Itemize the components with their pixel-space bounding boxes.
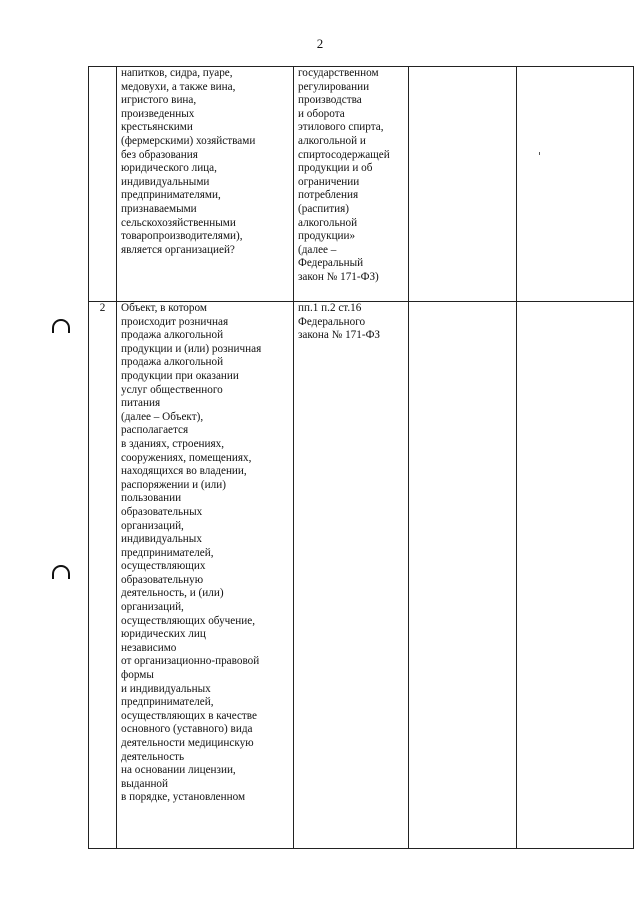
question-text-line: пользовании [121,492,182,505]
reference-text-line: потребления [298,189,359,202]
reference-text-line: спиртосодержащей [298,148,390,161]
question-text-line: (фермерскими) хозяйствами [121,134,256,147]
question-text-line: осуществляющих обучение, [121,614,255,627]
notes-cell [517,67,634,302]
question-text-line: предпринимателей, [121,546,214,559]
question-text-line: сооружениях, помещениях, [121,451,252,464]
reference-text-line: алкогольной [298,216,358,229]
answer-cell [409,67,517,302]
question-text-line: является организацией? [121,243,235,256]
reference-text-line: (далее – [298,243,337,256]
question-text-line: независимо [121,641,177,654]
question-text-line: продажа алкогольной [121,329,224,342]
table-row [89,302,634,849]
question-text-line: находящихся во владении, [121,465,247,478]
question-text-line: медовухи, а также вина, [121,80,236,93]
question-text-line: в зданиях, строениях, [121,437,225,450]
question-text-line: на основании лицензии, [121,764,236,777]
answer-cell [409,302,517,849]
question-text-line: индивидуальными [121,175,210,188]
question-text-line: игристого вина, [121,94,197,107]
question-cell [117,67,294,302]
question-text-line: в порядке, установленном [121,791,246,804]
reference-text-line: закон № 171-ФЗ) [298,270,379,283]
row-number-cell [89,67,117,302]
question-text-line: и индивидуальных [121,682,211,695]
question-text-line: деятельности медицинскую [121,737,254,749]
binder-hole-mark [52,319,70,333]
question-text-line: образовательных [121,505,203,518]
scan-speck [539,152,540,155]
question-text-line: выданной [121,777,169,790]
question-text-line: продукции при оказании [121,369,239,382]
question-text-line: питания [121,397,161,410]
notes-cell [517,302,634,849]
question-text-line: предпринимателями, [121,189,221,202]
question-text-line: Объект, в котором [121,302,207,314]
reference-text-line: этилового спирта, [298,121,384,134]
question-text-line: юридического лица, [121,162,217,175]
checklist-table [88,66,634,849]
question-text-line: осуществляющих [121,560,206,573]
question-cell [117,302,294,849]
reference-text-line: Федерального [298,315,366,328]
question-text-line: юридических лиц [121,628,206,641]
question-text-line: произведенных [121,107,195,120]
question-text-line: осуществляющих в качестве [121,709,257,722]
question-text-line: индивидуальных [121,533,202,546]
question-text-line: формы [121,669,154,682]
reference-text-line: продукции» [298,230,356,243]
reference-text-line: государственном [298,67,379,79]
question-text-line: происходит розничная [121,315,229,328]
reference-cell [294,67,409,302]
question-text-line: сельскохозяйственными [121,216,236,229]
question-text-line: от организационно-правовой [121,655,260,668]
question-text-line: продукции и (или) розничная [121,342,262,355]
question-text-line: предпринимателей, [121,696,214,709]
reference-text-line: (распития) [298,202,349,215]
reference-text-line: регулировании [298,80,370,93]
reference-text-line: закона № 171-ФЗ [298,329,381,342]
question-text-line: крестьянскими [121,121,193,134]
reference-text-line: алкогольной и [298,134,366,147]
row-number-cell: 2 [89,302,117,849]
page-number: 2 [316,36,324,51]
question-text-line: (далее – Объект), [121,410,204,423]
question-text-line: распоряжении и (или) [121,478,226,491]
reference-text-line: ограничении [298,175,360,188]
question-text-line: продажа алкогольной [121,356,224,369]
reference-text-line: и оборота [298,107,345,120]
question-text-line: располагается [121,424,189,437]
question-text-line: организаций, [121,601,184,614]
reference-cell [294,302,409,849]
reference-text-line: продукции и об [298,162,373,175]
reference-text-line: производства [298,94,362,107]
question-text-line: основного (уставного) вида [121,723,253,736]
question-text-line: напитков, сидра, пуаре, [121,67,233,79]
question-text-line: образовательную [121,573,204,586]
question-text-line: признаваемыми [121,202,197,215]
question-text-line: организаций, [121,519,184,532]
question-text-line: без образования [121,148,198,161]
question-text-line: деятельность [121,750,185,763]
question-text-line: услуг общественного [121,383,223,396]
table-row [89,67,634,302]
reference-text-line: Федеральный [298,257,364,270]
reference-text-line: пп.1 п.2 ст.16 [298,302,362,314]
question-text-line: деятельность, и (или) [121,587,224,600]
question-text-line: товаропроизводителями), [121,230,243,243]
binder-hole-mark [52,565,70,579]
